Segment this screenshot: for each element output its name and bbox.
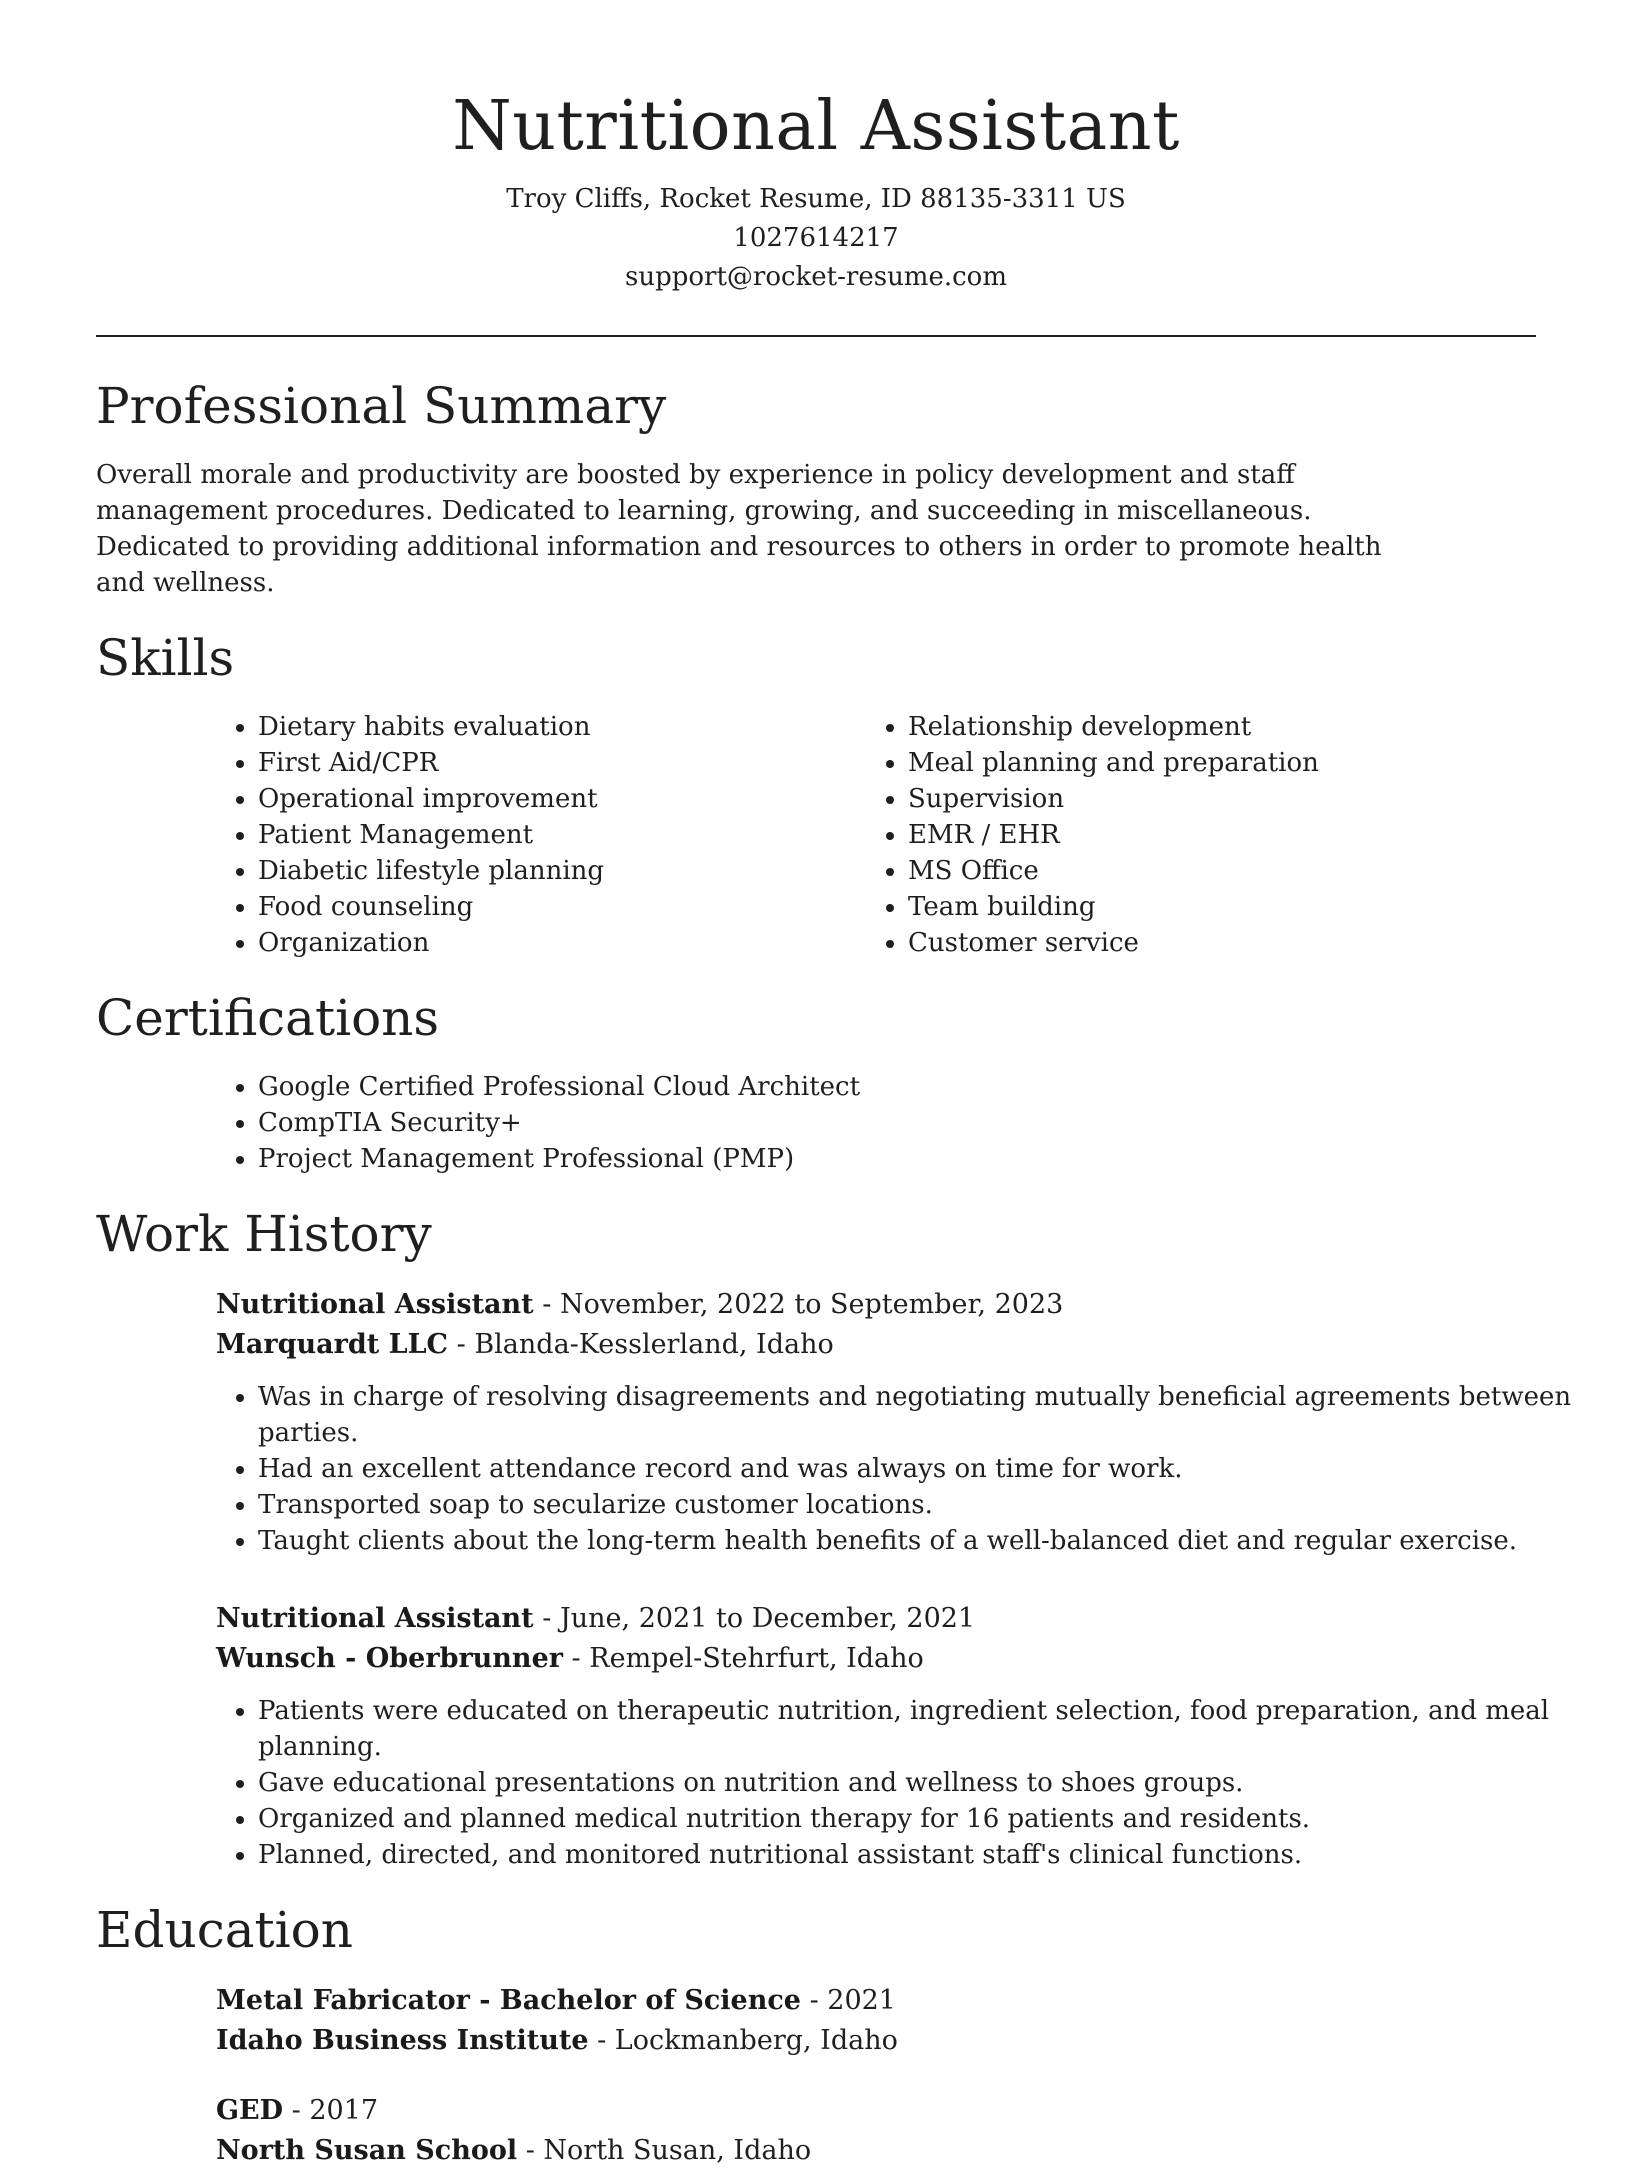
work-history-section [96, 1203, 1572, 1873]
skill-item: • Operational improvement [258, 781, 866, 817]
job-bullet: • Taught clients about the long-term health benefits of a well-balanced diet and regular exercise. [258, 1523, 1578, 1559]
summary-text: Overall morale and productivity are boosted by experience in policy development and staff management procedures. Dedicated to learning, growing, and succeeding in miscellaneous. Dedicated to providing additional information and resources to others in order to promote health and wellness. [96, 460, 1382, 598]
education-school-line [216, 2021, 1536, 2061]
skill-item: • First Aid/CPR [258, 745, 866, 781]
job-entry [216, 1599, 1550, 1873]
job-role: Nutritional Assistant [216, 1289, 534, 1320]
job-company-line [216, 1639, 1536, 1679]
education-degree: Metal Fabricator - Bachelor of Science [216, 1985, 801, 2016]
education-year: - 2021 [800, 1985, 896, 2016]
skill-item: • Organization [258, 925, 866, 961]
education-degree-line [216, 1981, 1536, 2021]
skill-item: • Dietary habits evaluation [258, 709, 866, 745]
certifications-list [216, 1069, 1536, 1177]
education-degree: GED [216, 2095, 284, 2126]
certification-item: • CompTIA Security+ [258, 1105, 1536, 1141]
job-bullet: • Organized and planned medical nutrition therapy for 16 patients and residents. [258, 1801, 1578, 1837]
skill-item: • Relationship development [908, 709, 1516, 745]
education-school: Idaho Business Institute [216, 2025, 589, 2056]
skill-item: • Meal planning and preparation [908, 745, 1516, 781]
job-company: Wunsch - Oberbrunner [216, 1643, 563, 1674]
skills-column-right [866, 709, 1516, 961]
skills-list-right [866, 709, 1516, 961]
education-entry [216, 1981, 1536, 2061]
job-bullet: • Planned, directed, and monitored nutritional assistant staff's clinical functions. [258, 1837, 1578, 1873]
education-location: - North Susan, Idaho [517, 2135, 812, 2166]
candidate-title: Nutritional Assistant [452, 87, 1180, 166]
job-bullet: • Gave educational presentations on nutrition and wellness to shoes groups. [258, 1765, 1578, 1801]
resume-header [96, 0, 1536, 297]
education-school: North Susan School [216, 2135, 518, 2166]
job-bullet: • Had an excellent attendance record and was always on time for work. [258, 1451, 1578, 1487]
job-dates: - November, 2022 to September, 2023 [533, 1289, 1064, 1320]
certification-item: • Google Certified Professional Cloud Architect [258, 1069, 1536, 1105]
contact-phone: 1027614217 [733, 223, 899, 253]
job-entry [216, 1285, 1572, 1559]
skills-column-left [216, 709, 866, 961]
summary-section [96, 375, 1536, 601]
summary-heading: Professional Summary [96, 377, 667, 435]
job-bullets [216, 1693, 1578, 1873]
skill-item: • EMR / EHR [908, 817, 1516, 853]
education-heading: Education [96, 1901, 353, 1959]
job-location: - Blanda-Kesslerland, Idaho [448, 1329, 834, 1360]
education-year: - 2017 [283, 2095, 379, 2126]
job-bullet: • Was in charge of resolving disagreements and negotiating mutually beneficial agreements between parties. [258, 1379, 1578, 1451]
certifications-heading: Certifications [96, 989, 440, 1047]
skills-columns [216, 709, 1536, 961]
resume-page [96, 0, 1572, 2171]
work-history-heading: Work History [96, 1205, 432, 1263]
skill-item: • Diabetic lifestyle planning [258, 853, 866, 889]
skills-list-left [216, 709, 866, 961]
education-degree-line [216, 2091, 1536, 2131]
skill-item: • Customer service [908, 925, 1516, 961]
job-role: Nutritional Assistant [216, 1603, 534, 1634]
skill-item: • MS Office [908, 853, 1516, 889]
education-location: - Lockmanberg, Idaho [588, 2025, 898, 2056]
job-bullet: • Transported soap to secularize customer locations. [258, 1487, 1578, 1523]
skill-item: • Patient Management [258, 817, 866, 853]
skills-heading: Skills [96, 629, 235, 687]
job-company: Marquardt LLC [216, 1329, 449, 1360]
job-location: - Rempel-Stehrfurt, Idaho [562, 1643, 924, 1674]
skill-item: • Supervision [908, 781, 1516, 817]
skill-item: • Team building [908, 889, 1516, 925]
contact-block [96, 180, 1536, 297]
job-title-line [216, 1285, 1536, 1325]
job-bullets [216, 1379, 1578, 1559]
job-dates: - June, 2021 to December, 2021 [533, 1603, 976, 1634]
education-section [96, 1899, 1536, 2171]
contact-email: support@rocket-resume.com [624, 262, 1007, 292]
skill-item: • Food counseling [258, 889, 866, 925]
education-entry [216, 2091, 1536, 2171]
job-company-line [216, 1325, 1536, 1365]
certifications-section [96, 987, 1536, 1177]
skills-section [96, 627, 1536, 961]
education-school-line [216, 2131, 1536, 2171]
certification-item: • Project Management Professional (PMP) [258, 1141, 1536, 1177]
header-divider [96, 335, 1536, 337]
contact-address: Troy Cliffs, Rocket Resume, ID 88135-3311 US [506, 184, 1126, 214]
job-title-line [216, 1599, 1536, 1639]
job-bullet: • Patients were educated on therapeutic nutrition, ingredient selection, food preparation, and meal planning. [258, 1693, 1578, 1765]
